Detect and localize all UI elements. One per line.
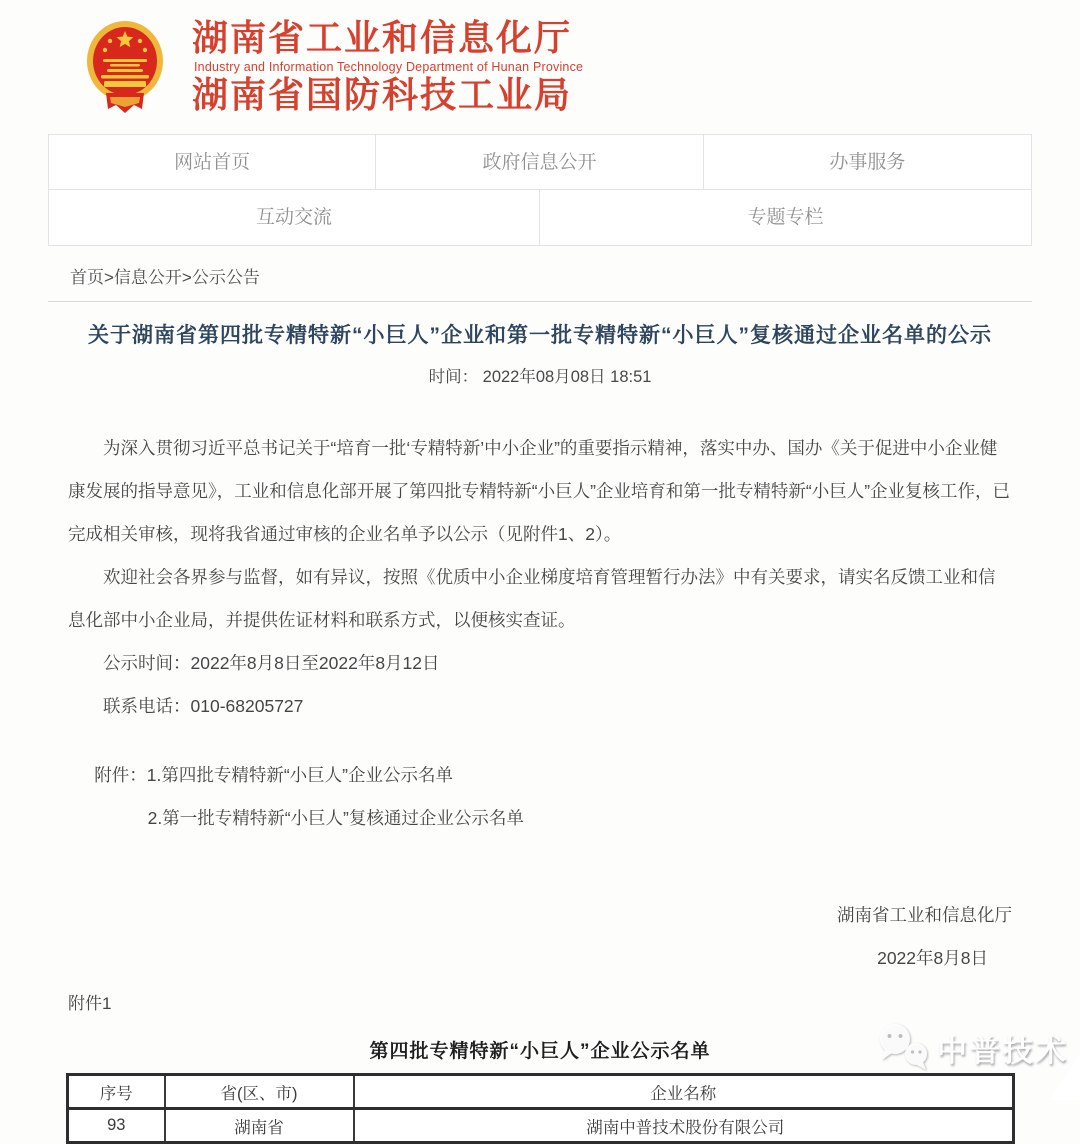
paragraph-1: 为深入贯彻习近平总书记关于“培育一批‘专精特新’中小企业”的重要指示精神，落实中办、国办《关于促进中小企业健康发展的指导意见》，工业和信息化部开展了第四批专精特新“小巨人”企业培育和第一批专精特新“小巨人”企业复核工作，已完成相关审核，现将我省通过审核的企业名单予以公示（见附件1、2）。 <box>68 438 1011 545</box>
breadcrumb-bar <box>48 246 1032 302</box>
publish-time: 时间： 2022年08月08日 18:51 <box>428 368 652 387</box>
paragraph-2: 欢迎社会各界参与监督，如有异议，按照《优质中小企业梯度培育管理暂行办法》中有关要求，请实名反馈工业和信息化部中小企业局，并提供佐证材料和联系方式，以便核实查证。 <box>68 567 996 631</box>
appendix-label: 附件1 <box>68 994 112 1014</box>
article <box>0 319 1080 1144</box>
org-name-line2: 湖南省国防科技工业局 <box>192 74 573 115</box>
col-header-company: 企业名称 <box>354 1075 1014 1109</box>
attachment-line-2[interactable]: 2.第一批专精特新“小巨人”复核通过企业公示名单 <box>147 808 524 829</box>
breadcrumb[interactable]: 首页>信息公开>公示公告 <box>70 268 260 287</box>
announcement-table <box>66 1073 1015 1144</box>
signature-org: 湖南省工业和信息化厅 <box>837 905 1012 926</box>
nav-row-1 <box>49 135 1031 190</box>
watermark-text: 中普技术 <box>937 1035 1069 1068</box>
page-corner-artifact <box>1050 1054 1080 1100</box>
col-header-province: 省(区、市) <box>165 1075 354 1109</box>
notice-period-line: 公示时间：2022年8月8日至2022年8月12日 <box>103 653 440 674</box>
nav-item-services[interactable]: 办事服务 <box>704 135 1031 190</box>
signature-date: 2022年8月8日 <box>877 948 988 969</box>
nav-item-home[interactable]: 网站首页 <box>49 135 376 190</box>
cell-company-name: 湖南中普技术股份有限公司 <box>354 1109 1014 1143</box>
main-nav <box>48 134 1032 246</box>
table-header-row <box>68 1075 1014 1109</box>
nav-row-2 <box>49 190 1031 245</box>
nav-item-interaction[interactable]: 互动交流 <box>49 190 540 245</box>
org-names <box>192 19 583 115</box>
nav-item-gov-info[interactable]: 政府信息公开 <box>376 135 703 190</box>
page-title: 关于湖南省第四批专精特新“小巨人”企业和第一批专精特新“小巨人”复核通过企业名单的公示 <box>88 324 992 347</box>
attachment-line-1[interactable]: 附件：1.第四批专精特新“小巨人”企业公示名单 <box>94 765 453 786</box>
org-name-english: Industry and Information Technology Department of Hunan Province <box>194 60 584 74</box>
contact-phone-line: 联系电话：010-68205727 <box>103 696 304 717</box>
table-row <box>68 1109 1014 1143</box>
china-national-emblem-icon <box>86 19 164 115</box>
article-body <box>68 427 1012 1024</box>
cell-index: 93 <box>68 1109 165 1143</box>
site-header <box>0 0 1080 130</box>
org-name-line1: 湖南省工业和信息化厅 <box>192 17 573 59</box>
nav-item-special-topics[interactable]: 专题专栏 <box>540 190 1031 245</box>
table-title: 第四批专精特新“小巨人”企业公示名单 <box>369 1041 711 1063</box>
col-header-index: 序号 <box>68 1075 165 1109</box>
cell-province: 湖南省 <box>165 1109 354 1143</box>
